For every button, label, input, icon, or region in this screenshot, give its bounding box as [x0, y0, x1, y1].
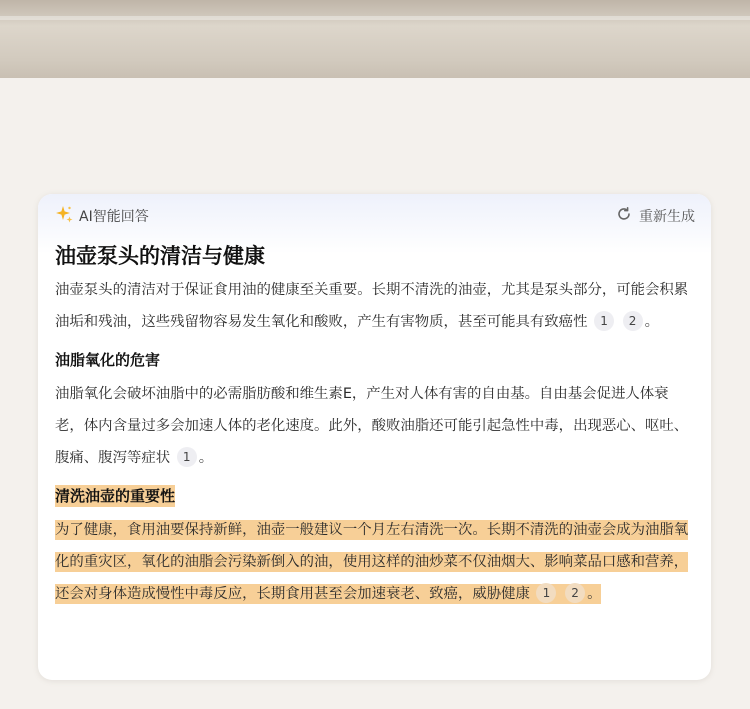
intro-text: 油壶泵头的清洁对于保证食用油的健康至关重要。长期不清洗的油壶，尤其是泵头部分，可能会积累油垢和残油，这些残留物容易发生氧化和酸败，产生有害物质，甚至可能具有致癌性 — [55, 282, 689, 330]
cleaning-paragraph — [55, 514, 695, 610]
oxidation-text: 油脂氧化会破坏油脂中的必需脂肪酸和维生素E，产生对人体有害的自由基。自由基会促进人体衰老，体内含量过多会加速人体的老化速度。此外，酸败油脂还可能引起急性中毒，出现恶心、呕吐、腹痛、腹泻等症状 — [55, 386, 689, 466]
cleaning-text: 为了健康，食用油要保持新鲜，油壶一般建议一个月左右清洗一次。长期不清洗的油壶会成为油脂氧化的重灾区，氧化的油脂会污染新倒入的油，使用这样的油炒菜不仅油烟大、影响菜品口感和营养，还会对身体造成慢性中毒反应，长期食用甚至会加速衰老、致癌，威胁健康 — [55, 522, 689, 602]
section-heading-cleaning — [55, 480, 695, 512]
answer-title: 油壶泵头的清洁与健康 — [55, 244, 265, 268]
card-header — [54, 204, 695, 228]
citation-badge[interactable]: 1 — [594, 311, 614, 331]
oxidation-paragraph — [55, 378, 695, 474]
ai-answer-title: AI智能回答 — [79, 209, 149, 225]
refresh-icon — [616, 206, 632, 226]
top-image — [0, 0, 750, 78]
sparkle-icon — [54, 204, 74, 228]
intro-paragraph — [55, 274, 695, 338]
cleaning-end: 。 — [587, 586, 602, 602]
citation-badge[interactable]: 2 — [565, 583, 585, 603]
ai-answer-label — [54, 204, 149, 228]
ai-answer-card — [38, 194, 711, 680]
citation-badge[interactable]: 1 — [536, 583, 556, 603]
answer-content — [55, 240, 695, 610]
image-ledge — [0, 16, 750, 20]
cleaning-heading-text: 清洗油壶的重要性 — [55, 487, 176, 505]
citation-badge[interactable]: 2 — [623, 311, 643, 331]
intro-end: 。 — [644, 314, 660, 330]
citation-badge[interactable]: 1 — [177, 447, 197, 467]
oxidation-end: 。 — [198, 450, 214, 466]
cleaning-text-highlight — [55, 520, 688, 604]
section-heading-oxidation: 油脂氧化的危害 — [55, 351, 161, 369]
regenerate-button[interactable] — [616, 206, 695, 226]
highlighted-section — [55, 480, 695, 610]
regenerate-label: 重新生成 — [639, 209, 695, 225]
